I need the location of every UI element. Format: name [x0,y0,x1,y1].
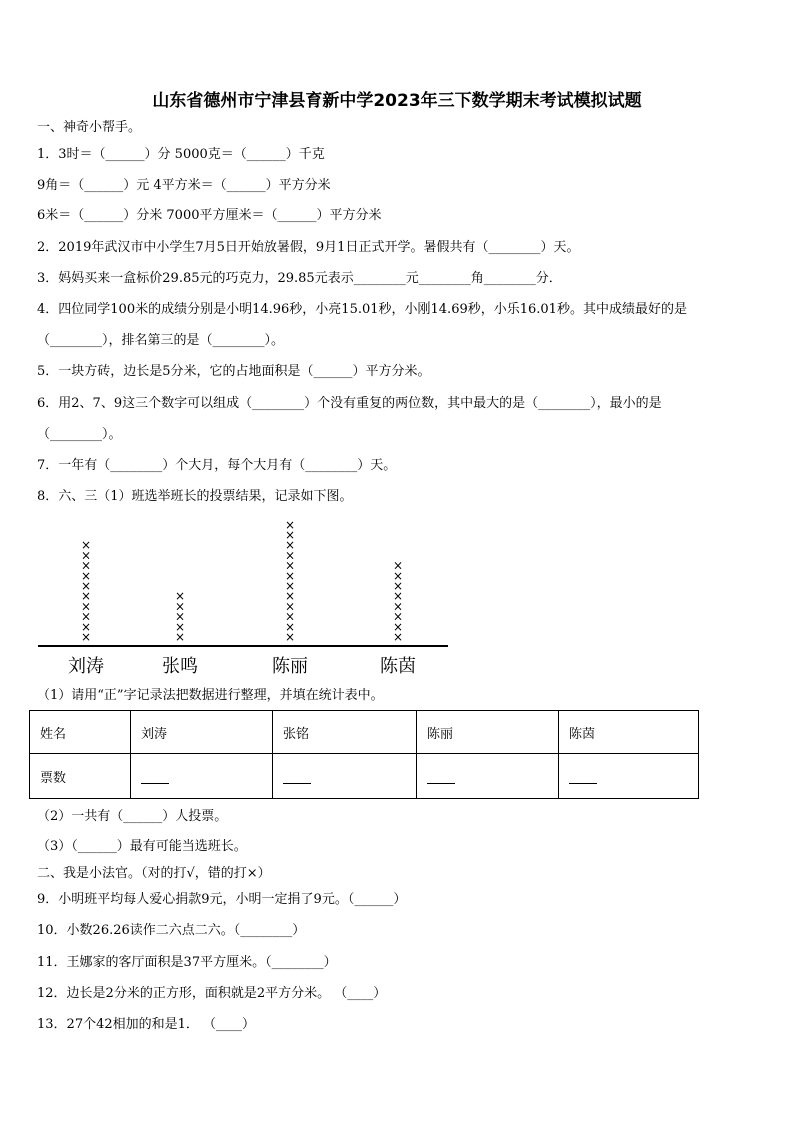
tally-mark: × [80,558,92,573]
tally-mark: × [392,619,404,634]
tally-mark: × [284,599,296,614]
table-header-cell: 陈茵 [559,711,699,754]
tally-mark: × [392,599,404,614]
tally-mark: × [80,548,92,563]
question-12: 12．边长是2分米的正方形，面积就是2平方分米。 （____） [37,986,387,1001]
question-11: 11．王娜家的客厅面积是37平方厘米。（________） [37,955,337,970]
tally-mark: × [284,568,296,583]
question-10: 10．小数26.26读作二六点二六。（________） [37,923,306,938]
tally-mark: × [284,630,296,644]
question-4-line2: （________），排名第三的是（________）。 [37,333,285,348]
tally-mark: × [392,609,404,624]
question-7: 7．一年有（________）个大月，每个大月有（________）天。 [37,458,397,473]
tally-mark: × [174,609,186,624]
question-8-part2: （2）一共有（______）人投票。 [37,809,228,824]
table-header-cell: 张铭 [273,711,417,754]
question-1c: 6米＝（______）分米 7000平方厘米＝（______）平方分米 [37,208,382,223]
table-header-cell: 姓名 [30,711,131,754]
answer-blank-cell[interactable] [131,754,273,799]
tally-mark: × [80,630,92,644]
vote-tally-chart [36,512,450,682]
tally-mark: × [80,619,92,634]
tally-mark: × [284,619,296,634]
tally-mark: × [284,538,296,553]
answer-blank[interactable] [283,769,311,784]
question-3: 3．妈妈买来一盒标价29.85元的巧克力，29.85元表示________元________角________分． [37,271,562,286]
answer-blank-cell[interactable] [417,754,559,799]
tally-mark: × [174,630,186,644]
answer-blank-cell[interactable] [559,754,699,799]
answer-blank[interactable] [569,769,597,784]
tally-mark: × [174,619,186,634]
category-label: 张鸣 [162,656,198,677]
tally-mark: × [392,579,404,593]
tally-mark: × [80,589,92,604]
question-6-line1: 6．用2、7、9这三个数字可以组成（________）个没有重复的两位数，其中最大的是（________），最小的是 [37,396,662,411]
tally-mark: × [174,599,186,614]
question-1b: 9角＝（______）元 4平方米＝（______）平方分米 [37,178,331,193]
tally-mark: × [284,517,296,532]
table-header-cell: 陈丽 [417,711,559,754]
section-heading-1: 一、神奇小帮手。 [37,120,142,135]
answer-blank[interactable] [141,769,169,784]
tally-mark: × [174,589,186,604]
question-8: 8．六、三（1）班选举班长的投票结果，记录如下图。 [37,489,353,504]
tally-mark: × [284,609,296,624]
tally-mark: × [392,568,404,583]
question-8-part1: （1）请用“正”字记录法把数据进行整理，并填在统计表中。 [37,688,384,703]
tally-mark: × [392,558,404,573]
question-8-part3: （3）（______）最有可能当选班长。 [37,839,247,854]
tally-table [29,710,699,799]
tally-mark: × [80,538,92,553]
tally-mark: × [284,528,296,542]
question-4-line1: 4．四位同学100米的成绩分别是小明14.96秒，小亮15.01秒，小刚14.69秒，小乐16.01秒。其中成绩最好的是 [37,302,687,317]
tally-mark: × [80,609,92,624]
question-9: 9．小明班平均每人爱心捐款9元，小明一定捐了9元。（______） [37,892,407,907]
answer-blank-cell[interactable] [273,754,417,799]
table-row-label: 票数 [30,754,131,799]
tally-mark: × [284,558,296,573]
tally-mark: × [80,579,92,593]
page-title: 山东省德州市宁津县育新中学2023年三下数学期末考试模拟试题 [152,91,642,111]
table-header-cell: 刘涛 [131,711,273,754]
question-5: 5．一块方砖，边长是5分米，它的占地面积是（______）平方分米。 [37,364,431,379]
table-header-row [30,711,699,754]
tally-mark: × [80,599,92,614]
question-13: 13．27个42相加的和是1． （____） [37,1017,256,1032]
tally-mark: × [392,630,404,644]
answer-blank[interactable] [427,769,455,784]
tally-mark: × [284,589,296,604]
category-label: 陈茵 [380,656,416,677]
question-1a: 1．3时＝（______）分 5000克＝（______）千克 [37,147,325,162]
tally-mark: × [80,568,92,583]
tally-mark: × [284,579,296,593]
table-row [30,754,699,799]
tally-mark: × [284,548,296,563]
section-heading-2: 二、我是小法官。（对的打√，错的打×） [37,866,271,881]
question-6-line2: （________）。 [37,427,122,442]
tally-mark: × [392,589,404,604]
question-2: 2．2019年武汉市中小学生7月5日开始放暑假，9月1日正式开学。暑假共有（________）天。 [37,240,580,255]
category-label: 陈丽 [272,656,308,677]
category-label: 刘涛 [68,656,104,677]
